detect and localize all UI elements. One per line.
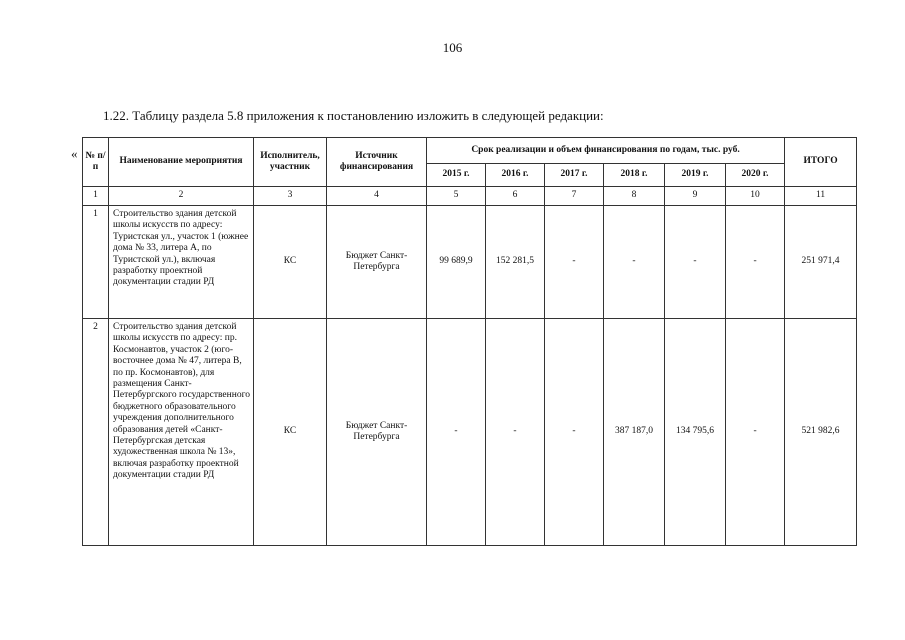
financing-table	[82, 137, 857, 546]
header-num: № п/п	[83, 138, 109, 187]
header-year: 2018 г.	[604, 164, 665, 187]
column-number: 9	[665, 187, 726, 206]
row-year-value: -	[427, 319, 486, 546]
row-total: 251 971,4	[785, 206, 857, 319]
column-number: 10	[726, 187, 785, 206]
header-period: Срок реализации и объем финансирования по годам, тыс. руб.	[427, 138, 785, 164]
row-source: Бюджет Санкт-Петербурга	[327, 206, 427, 319]
row-year-value: -	[726, 319, 785, 546]
row-number: 2	[83, 319, 109, 546]
row-year-value: 99 689,9	[427, 206, 486, 319]
column-number-row	[83, 187, 857, 206]
column-number: 6	[486, 187, 545, 206]
row-year-value: -	[604, 206, 665, 319]
column-number: 7	[545, 187, 604, 206]
row-year-value: -	[486, 319, 545, 546]
row-year-value: -	[545, 206, 604, 319]
column-number: 8	[604, 187, 665, 206]
table-row	[83, 319, 857, 546]
header-year: 2019 г.	[665, 164, 726, 187]
header-name: Наименование мероприятия	[109, 138, 254, 187]
row-total: 521 982,6	[785, 319, 857, 546]
column-number: 11	[785, 187, 857, 206]
column-number: 4	[327, 187, 427, 206]
row-source: Бюджет Санкт-Петербурга	[327, 319, 427, 546]
row-year-value: 152 281,5	[486, 206, 545, 319]
row-year-value: -	[726, 206, 785, 319]
row-year-value: -	[665, 206, 726, 319]
header-total: ИТОГО	[785, 138, 857, 187]
row-name: Строительство здания детской школы искусств по адресу: пр. Космонавтов, участок 2 (юго-восточнее дома № 47, литера В, по пр. Космонавтов), для размещения Санкт-Петербургского государственного бюджетного образовательного учреждения дополнительного образования детей «Санкт-Петербургская детская художественная школа № 13», включая разработку проектной документации стадии РД	[109, 319, 254, 546]
column-number: 3	[254, 187, 327, 206]
row-executor: КС	[254, 206, 327, 319]
row-year-value: -	[545, 319, 604, 546]
header-year: 2015 г.	[427, 164, 486, 187]
header-year: 2017 г.	[545, 164, 604, 187]
header-source: Источник финансирования	[327, 138, 427, 187]
row-name: Строительство здания детской школы искусств по адресу: Туристская ул., участок 1 (южнее дома № 33, литера А, по Туристской ул.), включая разработку проектной документации стадии РД	[109, 206, 254, 319]
column-number: 2	[109, 187, 254, 206]
header-executor: Исполнитель, участник	[254, 138, 327, 187]
open-quote: «	[71, 146, 78, 161]
row-year-value: 387 187,0	[604, 319, 665, 546]
header-year: 2020 г.	[726, 164, 785, 187]
row-executor: КС	[254, 319, 327, 546]
column-number: 5	[427, 187, 486, 206]
row-number: 1	[83, 206, 109, 319]
page-number: 106	[442, 40, 463, 55]
row-year-value: 134 795,6	[665, 319, 726, 546]
table-row	[83, 206, 857, 319]
column-number: 1	[83, 187, 109, 206]
intro-text: 1.22. Таблицу раздела 5.8 приложения к постановлению изложить в следующей редакции:	[103, 108, 604, 123]
header-year: 2016 г.	[486, 164, 545, 187]
